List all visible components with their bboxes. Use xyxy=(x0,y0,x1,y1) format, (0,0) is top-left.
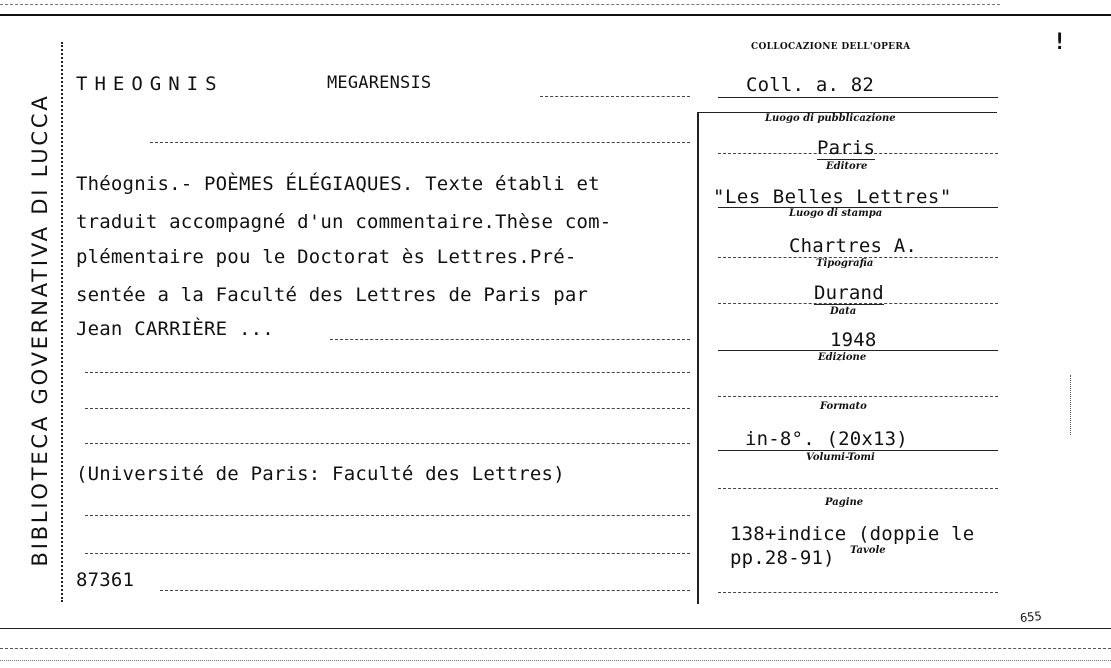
value-luogo-stampa: Chartres A. xyxy=(789,235,918,257)
row-line-2 xyxy=(85,372,690,373)
shelfmark-line xyxy=(718,97,998,98)
shelfmark: Coll. a. 82 xyxy=(746,74,875,96)
label-luogo-pubblicazione: Luogo di pubblicazione xyxy=(765,113,896,124)
library-name: BIBLIOTECA GOVERNATIVA DI LUCCA xyxy=(28,93,52,567)
row-line-0 xyxy=(150,142,690,143)
field-line-8 xyxy=(718,592,998,593)
author-epithet: MEGARENSIS xyxy=(327,73,432,93)
label-luogo-stampa: Luogo di stampa xyxy=(789,208,883,219)
description-line-2: traduit accompagné d'un commentaire.Thèse com- xyxy=(76,211,612,233)
value-tipografia: Durand xyxy=(814,282,884,304)
right-panel-line xyxy=(697,112,699,604)
value-editore: "Les Belles Lettres" xyxy=(713,186,952,208)
field-line-5 xyxy=(718,396,998,397)
right-edge-speckle xyxy=(1070,375,1071,435)
value-luogo-pubblicazione: Paris xyxy=(817,137,876,159)
bottom-border xyxy=(0,628,1111,629)
field-line-4 xyxy=(718,350,998,351)
label-data: Data xyxy=(830,306,857,317)
bottom-border-dash xyxy=(0,648,1111,649)
bottom-border-dash-2 xyxy=(0,660,1111,661)
top-border xyxy=(0,14,1111,16)
label-pagine: Pagine xyxy=(825,497,864,508)
row-line-3 xyxy=(85,408,690,409)
top-border-dash xyxy=(0,4,1000,5)
label-tavole: Tavole xyxy=(850,545,886,556)
row-line-6 xyxy=(85,553,690,554)
top-right-mark: ! xyxy=(1053,30,1067,55)
value-pagine: 138+indice (doppie le pp.28-91) xyxy=(730,523,975,569)
header-dash xyxy=(540,96,690,97)
publisher-note: (Université de Paris: Faculté des Lettres) xyxy=(76,463,565,485)
row-line-4 xyxy=(85,443,690,444)
collocazione-label: COLLOCAZIONE DELL'OPERA xyxy=(751,42,911,52)
field-line-7 xyxy=(718,488,998,489)
author-name: THEOGNIS xyxy=(76,73,224,95)
left-margin-line xyxy=(61,42,63,602)
label-tipografia: Tipografia xyxy=(816,258,874,269)
row-line-7 xyxy=(160,590,690,591)
description-line-1: Théognis.- POÈMES ÉLÉGIAQUES. Texte établi et xyxy=(76,173,600,195)
value-data: 1948 xyxy=(830,329,877,351)
label-volumi-tomi: Volumi-Tomi xyxy=(806,452,875,463)
field-line-3 xyxy=(718,303,998,304)
inventory-number: 87361 xyxy=(76,569,135,591)
row-line-1 xyxy=(330,339,690,340)
row-line-5 xyxy=(85,515,690,516)
label-editore: Editore xyxy=(826,161,868,172)
value-formato: in-8°. (20x13) xyxy=(745,428,908,450)
corner-mark: 655 xyxy=(1019,608,1043,626)
label-edizione: Edizione xyxy=(818,352,867,363)
description-line-4: sentée a la Faculté des Lettres de Paris par xyxy=(76,284,589,306)
description-line-3: plémentaire pou le Doctorat ès Lettres.Pré- xyxy=(76,246,577,268)
label-formato: Formato xyxy=(820,401,867,412)
description-line-5: Jean CARRIÈRE ... xyxy=(76,318,274,340)
field-line-6 xyxy=(718,450,998,451)
